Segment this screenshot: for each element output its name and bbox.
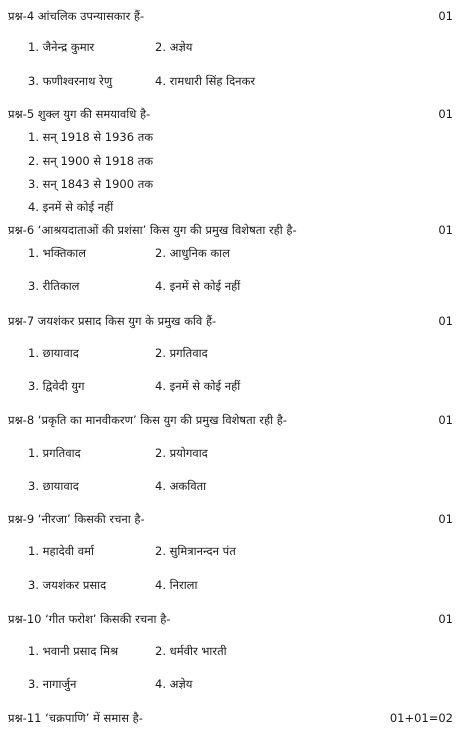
question-6-label: प्रश्न-6: [8, 223, 35, 237]
question-5-marks: 01: [438, 107, 453, 121]
question-10-option-1: 1. भवानी प्रसाद मिश्र: [28, 644, 119, 658]
question-8-marks: 01: [438, 413, 453, 427]
question-10-line: [8, 610, 453, 628]
question-6-option-1: 1. भक्तिकाल: [28, 246, 87, 260]
question-5-option-2: 2. सन् 1900 से 1918 तक: [28, 154, 154, 168]
question-6-marks: 01: [438, 223, 453, 237]
question-9-text: ‘नीरजा’ किसकी रचना है-: [37, 512, 145, 526]
question-10-text: ‘गीत फरोश’ किसकी रचना है-: [45, 612, 171, 626]
question-7-marks: 01: [438, 314, 453, 328]
question-4-option-4: 4. रामधारी सिंह दिनकर: [155, 74, 256, 88]
question-6-line: [8, 221, 453, 239]
question-7-option-1: 1. छायावाद: [28, 346, 79, 360]
question-6-option-2: 2. आधुनिक काल: [155, 246, 230, 260]
question-5-option-4: 4. इनमें से कोई नहीं: [28, 200, 114, 214]
question-9-marks: 01: [438, 512, 453, 526]
question-5-option-1: 1. सन् 1918 से 1936 तक: [28, 130, 154, 144]
question-11-line: [8, 709, 453, 727]
question-9-line: [8, 510, 453, 528]
question-9-option-1: 1. महादेवी वर्मा: [28, 544, 94, 558]
question-4-label: प्रश्न-4: [8, 9, 35, 23]
question-8-label: प्रश्न-8: [8, 413, 35, 427]
question-8-line: [8, 411, 453, 429]
question-9-option-3: 3. जयशंकर प्रसाद: [28, 578, 107, 592]
question-8-option-3: 3. छायावाद: [28, 479, 79, 493]
question-8-option-1: 1. प्रगतिवाद: [28, 446, 81, 460]
question-5-line: [8, 105, 453, 123]
question-7-line: [8, 312, 453, 330]
question-9-label: प्रश्न-9: [8, 512, 35, 526]
question-7-label: प्रश्न-7: [8, 314, 35, 328]
question-9-option-2: 2. सुमित्रानन्दन पंत: [155, 544, 236, 558]
question-11-text: ‘चक्रपाणि’ में समास है-: [45, 711, 143, 725]
question-4-option-1: 1. जैनेन्द्र कुमार: [28, 40, 95, 54]
question-11-marks: 01+01=02: [389, 711, 453, 725]
question-10-label: प्रश्न-10: [8, 612, 42, 626]
question-10-option-2: 2. धर्मवीर भारती: [155, 644, 227, 658]
question-6-option-3: 3. रीतिकाल: [28, 279, 80, 293]
question-9-option-4: 4. निराला: [155, 578, 198, 592]
question-7-option-3: 3. द्विवेदी युग: [28, 379, 85, 393]
question-4-option-2: 2. अज्ञेय: [155, 40, 193, 54]
question-8-text: ‘प्रकृति का मानवीकरण’ किस युग की प्रमुख विशेषता रही है-: [37, 413, 287, 427]
question-4-text: आंचलिक उपन्यासकार हैं-: [37, 9, 145, 23]
question-10-option-4: 4. अज्ञेय: [155, 677, 193, 691]
question-6-option-4: 4. इनमें से कोई नहीं: [155, 279, 241, 293]
question-5-text: शुक्ल युग की समयावधि है-: [37, 107, 151, 121]
question-5-option-3: 3. सन् 1843 से 1900 तक: [28, 177, 154, 191]
question-4-line: [8, 7, 453, 25]
question-5-label: प्रश्न-5: [8, 107, 35, 121]
question-8-option-4: 4. अकविता: [155, 479, 207, 493]
question-7-option-2: 2. प्रगतिवाद: [155, 346, 208, 360]
question-7-text: जयशंकर प्रसाद किस युग के प्रमुख कवि हैं-: [37, 314, 217, 328]
question-8-option-2: 2. प्रयोगवाद: [155, 446, 208, 460]
question-11-label: प्रश्न-11: [8, 711, 42, 725]
question-10-marks: 01: [438, 612, 453, 626]
question-4-option-3: 3. फणीश्वरनाथ रेणु: [28, 74, 113, 88]
question-7-option-4: 4. इनमें से कोई नहीं: [155, 379, 241, 393]
question-6-text: ‘आश्रयदाताओं की प्रशंसा’ किस युग की प्रमुख विशेषता रही है-: [37, 223, 297, 237]
question-10-option-3: 3. नागार्जुन: [28, 677, 77, 691]
question-4-marks: 01: [438, 9, 453, 23]
